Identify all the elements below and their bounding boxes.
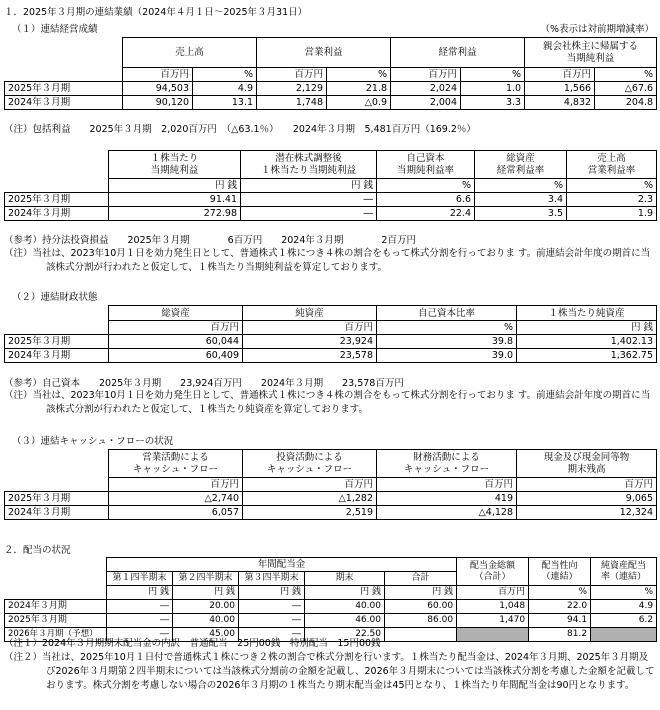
dividend-note-2: （注２）当社は、2025年10月１日付で普通株式１株につき２株の割合で株式分割を行います。１株当たり配当金は、2024年３月期、2025年３月期及び2026年３月期第２四半期末については当該株式分割前の金額を記載し、2026年３月期末については当該株式分割を考慮した金額を記載しております。株式分割を考慮しない場合の2026年３月期の１株当たり期末配当金は45円となり、１株当たり年間配当金は90円となります。 <box>4 652 655 691</box>
table-row <box>5 193 657 207</box>
table-row <box>5 82 657 96</box>
cell: 204.8 <box>595 96 657 110</box>
header-q3: 第３四半期末 <box>239 572 305 586</box>
table-row <box>5 349 657 363</box>
cell: ― <box>107 614 173 628</box>
cell: 2,519 <box>243 506 377 520</box>
annual-dividend-header: 年間配当金 <box>107 558 457 572</box>
header-roa: 総資産 経常利益率 <box>475 151 567 179</box>
cell: ― <box>107 600 173 614</box>
cell: 9,065 <box>517 492 657 506</box>
cell: 419 <box>377 492 517 506</box>
unit: % <box>377 179 475 193</box>
cell: 22.50 <box>305 628 385 642</box>
table-row <box>5 335 657 349</box>
cell: 3.3 <box>461 96 525 110</box>
cell: 45.00 <box>173 628 239 642</box>
cell: 86.00 <box>385 614 457 628</box>
financial-position-table <box>4 305 657 363</box>
cell: 1,748 <box>257 96 327 110</box>
cell: 3.4 <box>475 193 567 207</box>
unit: 円 銭 <box>517 321 657 335</box>
operating-results-title: （１）連結経営成績 <box>12 24 98 35</box>
header-q2: 第２四半期末 <box>173 572 239 586</box>
header-sales: 売上高 <box>123 38 257 68</box>
cell: △4,128 <box>377 506 517 520</box>
cell: ― <box>241 207 377 221</box>
cell: 2,129 <box>257 82 327 96</box>
header-net-assets: 純資産 <box>243 306 377 321</box>
header-year-end: 期末 <box>305 572 385 586</box>
comprehensive-income-note: （注）包括利益 2025年３月期 2,020百万円 （△63.1％） 2024年３月期 5,481百万円（169.2％） <box>4 124 476 135</box>
cell: 2.3 <box>567 193 657 207</box>
unit: 百万円 <box>243 321 377 335</box>
table-row <box>5 207 657 221</box>
table-row <box>5 506 657 520</box>
header-payout-ratio: 配当性向 （連結） <box>529 558 591 586</box>
cell: 4.9 <box>591 600 657 614</box>
cell: △1,282 <box>243 492 377 506</box>
stock-split-note-eps <box>4 247 656 275</box>
header-equity-ratio: 自己資本比率 <box>377 306 517 321</box>
cell: ― <box>239 614 305 628</box>
dividend-note-1: （注１）2024年３月期期末配当金の内訳 普通配当 25円00銭 特別配当 15円00銭 <box>4 638 381 649</box>
note-text: （注）当社は、2023年10月１日を効力発生日として、普通株式１株につき４株の割合をもって株式分割を行っておりま す。前連結会計年度の期首に当該株式分割が行われたと仮定して、１株当たり純資産を算定しております。 <box>4 390 651 415</box>
header-diluted-eps: 潜在株式調整後 １株当たり当期純利益 <box>241 151 377 179</box>
financial-position-title: （２）連結財政状態 <box>12 292 98 303</box>
table-row <box>5 614 657 628</box>
cell: 21.8 <box>327 82 391 96</box>
cell: 6.2 <box>591 614 657 628</box>
table-row <box>5 96 657 110</box>
unit: 円 銭 <box>239 586 305 600</box>
operating-results-table <box>4 37 657 110</box>
header-eps: １株当たり 当期純利益 <box>109 151 241 179</box>
cell: ― <box>107 628 173 642</box>
unit: 円 銭 <box>385 586 457 600</box>
unit: % <box>377 321 517 335</box>
unit: 百万円 <box>391 68 461 82</box>
cell: 60,409 <box>109 349 243 363</box>
header-operating-income: 営業利益 <box>257 38 391 68</box>
row-label: 2025年３月期 <box>5 335 109 349</box>
cell: 40.00 <box>305 600 385 614</box>
cell: 1,566 <box>525 82 595 96</box>
unit: % <box>327 68 391 82</box>
dividend-notes <box>4 637 656 693</box>
row-label: 2024年３月期 <box>5 600 107 614</box>
unit: % <box>461 68 525 82</box>
unit: % <box>475 179 567 193</box>
stock-split-note-bps <box>4 389 656 417</box>
note-text: （注）当社は、2023年10月１日を効力発生日として、普通株式１株につき４株の割合をもって株式分割を行っておりま す。前連結会計年度の期首に当該株式分割が行われたと仮定して、１株当たり当期純利益を算定しております。 <box>4 248 651 273</box>
cell: 39.0 <box>377 349 517 363</box>
cell: 91.41 <box>109 193 241 207</box>
cell: 94.1 <box>529 614 591 628</box>
unit: 百万円 <box>123 68 193 82</box>
cell: 46.00 <box>305 614 385 628</box>
dividends-title: ２．配当の状況 <box>4 545 71 556</box>
unit: 円 銭 <box>173 586 239 600</box>
cell: 6.6 <box>377 193 475 207</box>
cell: 1.9 <box>567 207 657 221</box>
cell: 1,362.75 <box>517 349 657 363</box>
cell: 81.2 <box>529 628 591 642</box>
cell: △2,740 <box>109 492 243 506</box>
row-label: 2025年３月期 <box>5 614 107 628</box>
unit: 百万円 <box>109 321 243 335</box>
own-capital-note: （参考）自己資本 2025年３月期 23,924百万円 2024年３月期 23,578百万円 <box>4 378 404 389</box>
cell: 2,004 <box>391 96 461 110</box>
cell: 39.8 <box>377 335 517 349</box>
cash-flow-title: （３）連結キャッシュ・フローの状況 <box>12 436 174 447</box>
table-row <box>5 600 657 614</box>
cell: 6,057 <box>109 506 243 520</box>
cell: 1,402.13 <box>517 335 657 349</box>
cell: △67.6 <box>595 82 657 96</box>
table-row <box>5 492 657 506</box>
unit: 百万円 <box>377 478 517 492</box>
header-total: 合計 <box>385 572 457 586</box>
header-bps: １株当たり純資産 <box>517 306 657 321</box>
cell: 40.00 <box>173 614 239 628</box>
unit: % <box>529 586 591 600</box>
cell: ― <box>241 193 377 207</box>
row-label: 2024年３月期 <box>5 349 109 363</box>
cell: 90,120 <box>123 96 193 110</box>
unit: 円 銭 <box>305 586 385 600</box>
row-label: 2025年３月期 <box>5 82 123 96</box>
unit: 百万円 <box>243 478 377 492</box>
percent-note: （%表示は対前期増減率） <box>540 24 654 35</box>
header-investing-cf: 投資活動による キャッシュ・フロー <box>243 450 377 478</box>
unit: 百万円 <box>525 68 595 82</box>
cell: 94,503 <box>123 82 193 96</box>
cell: 60,044 <box>109 335 243 349</box>
cell: 3.5 <box>475 207 567 221</box>
cell: 13.1 <box>193 96 257 110</box>
header-op-margin: 売上高 営業利益率 <box>567 151 657 179</box>
row-label: 2024年３月期 <box>5 96 123 110</box>
equity-method-note: （参考）持分法投資損益 2025年３月期 6百万円 2024年３月期 2百万円 <box>4 235 416 246</box>
header-financing-cf: 財務活動による キャッシュ・フロー <box>377 450 517 478</box>
row-label: 2024年３月期 <box>5 207 109 221</box>
unit: % <box>567 179 657 193</box>
cell: 23,578 <box>243 349 377 363</box>
cell: 1.0 <box>461 82 525 96</box>
unit: 百万円 <box>457 586 529 600</box>
cell: 20.00 <box>173 600 239 614</box>
row-label: 2026年３月期（予想） <box>5 628 107 642</box>
cell: 22.0 <box>529 600 591 614</box>
header-operating-cf: 営業活動による キャッシュ・フロー <box>109 450 243 478</box>
header-ordinary-income: 経常利益 <box>391 38 525 68</box>
unit: 円 銭 <box>107 586 173 600</box>
cell: 4,832 <box>525 96 595 110</box>
header-total-dividends: 配当金総額 （合計） <box>457 558 529 586</box>
header-doe: 純資産配当 率（連結） <box>591 558 657 586</box>
unit: % <box>595 68 657 82</box>
cell: 12,324 <box>517 506 657 520</box>
cell: ― <box>239 600 305 614</box>
cell: 2,024 <box>391 82 461 96</box>
cell: 23,924 <box>243 335 377 349</box>
header-net-income: 親会社株主に帰属する 当期純利益 <box>525 38 657 68</box>
cash-flow-table <box>4 449 657 520</box>
cell: ― <box>239 628 305 642</box>
cell: 1,470 <box>457 614 529 628</box>
row-label: 2025年３月期 <box>5 193 109 207</box>
unit: % <box>591 586 657 600</box>
unit: 百万円 <box>517 478 657 492</box>
cell: 272.98 <box>109 207 241 221</box>
cell: 22.4 <box>377 207 475 221</box>
unit: 円 銭 <box>241 179 377 193</box>
row-label: 2025年３月期 <box>5 492 109 506</box>
unit: 百万円 <box>257 68 327 82</box>
cell: 60.00 <box>385 600 457 614</box>
header-cash-balance: 現金及び現金同等物 期末残高 <box>517 450 657 478</box>
section1-title: １．2025年３月期の連結業績（2024年４月１日～2025年３月31日） <box>4 7 308 18</box>
header-roe: 自己資本 当期純利益率 <box>377 151 475 179</box>
row-label: 2024年３月期 <box>5 506 109 520</box>
per-share-table <box>4 150 657 221</box>
cell: △0.9 <box>327 96 391 110</box>
cell: 1,048 <box>457 600 529 614</box>
cell: 4.9 <box>193 82 257 96</box>
header-q1: 第１四半期末 <box>107 572 173 586</box>
header-total-assets: 総資産 <box>109 306 243 321</box>
unit: % <box>193 68 257 82</box>
unit: 円 銭 <box>109 179 241 193</box>
unit: 百万円 <box>109 478 243 492</box>
dividends-table <box>4 557 657 642</box>
